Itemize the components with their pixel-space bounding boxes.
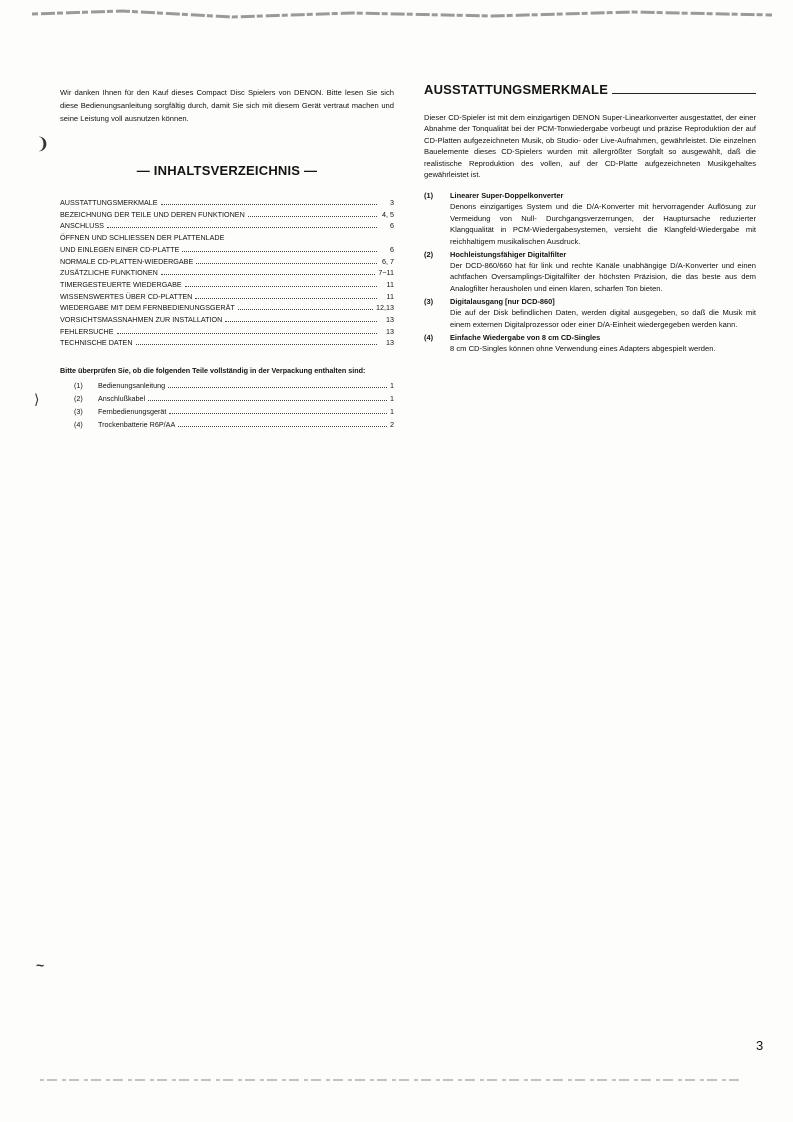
features-heading (424, 82, 756, 98)
feature-item: (3) Digitalausgang [nur DCD-860] Die auf der Disk befindlichen Daten, werden digital ausgegeben, so daß die Musik mit einem externen Digitalprozessor oder einer D/A-Einheit wiedergegeben werden kann. (424, 297, 756, 329)
page-number: 3 (756, 1038, 764, 1053)
package-item: (3) Fernbedienungsgerät 1 (74, 406, 394, 416)
toc-entry: UND EINLEGEN EINER CD-PLATTE 6 (60, 244, 394, 254)
feature-title: Hochleistungsfähiger Digitalfilter (450, 250, 567, 260)
toc-entry: WIEDERGABE MIT DEM FERNBEDIENUNGSGERÄT 12,13 (60, 303, 394, 313)
scan-edge-bottom (40, 1076, 740, 1084)
feature-item: (1) Linearer Super-Doppelkonverter Denons einzigartiges System und die D/A-Konverter mit hervorragender Auflösung zur Vermeidung von Null- Durchgangsverzerrungen, der Hauptursache reduzierter Klangqualität in PCM-Wiedergabesystemen, versieht die Klangfeld-Wiedergabe mit reichhaltigem musikalischen Ausdruck. (424, 191, 756, 246)
toc-entry: ZUSÄTZLICHE FUNKTIONEN 7~11 (60, 268, 394, 278)
package-item: (2) Anschlußkabel 1 (74, 393, 394, 403)
toc-entry: TIMERGESTEUERTE WIEDERGABE 11 (60, 279, 394, 289)
features-intro: Dieser CD-Spieler ist mit dem einzigartigen DENON Super-Linearkonverter ausgestattet, der einer Abnahme der Tonqualität bei der PCM-Tonwiedergabe vorbeugt und präzise Reproduktion der auf CD-Platten aufgezeichneten Musik, ob Studio- oder Live-Aufnahmen, gewährleistet. Die einzelnen Bauelemente dieses CD-Spielers wurden mit allergrößter Sorgfalt so ausgewählt, daß die realistische Reproduktion des vollen, auf der CD-Platte aufgezeichneten Musikgehaltes gewährleistet ist. (424, 113, 756, 180)
toc-entry: ÖFFNEN UND SCHLIESSEN DER PLATTENLADE (60, 233, 225, 243)
binding-mark: ⟩ (34, 391, 40, 407)
feature-item: (2) Hochleistungsfähiger Digitalfilter Der DCD-860/660 hat für link und rechte Kanäle unabhängige D/A-Konverter und einen achtfachen Oversamplings-Digitalfilter der höchsten Präzision, die das beste aus dem Analogfilter herausholen und einen klaren, scharfen Ton bieten. (424, 250, 756, 293)
intro-paragraph: Wir danken Ihnen für den Kauf dieses Compact Disc Spielers von DENON. Bitte lesen Sie sich diese Bedienungsanleitung sorgfältig durch, damit Sie sich mit diesem Gerät vertraut machen und seine Leistung voll ausnutzen können. (60, 88, 394, 123)
left-column (60, 86, 394, 431)
feature-text: 8 cm CD-Singles können ohne Verwendung eines Adapters abgespielt werden. (450, 344, 716, 354)
toc-entry: NORMALE CD-PLATTEN-WIEDERGABE 6, 7 (60, 256, 394, 266)
features-heading-text: AUSSTATTUNGSMERKMALE (424, 82, 609, 97)
toc-entry: FEHLERSUCHE 13 (60, 326, 394, 336)
package-contents-list (60, 380, 394, 431)
feature-title: Digitalausgang [nur DCD-860] (450, 297, 555, 307)
feature-text: Der DCD-860/660 hat für link und rechte Kanäle unabhängige D/A-Konverter und einen achtfachen Oversamplings-Digitalfilter der höchsten Präzision, die das beste aus dem Analogfilter herausholen und einen klaren, scharfen Ton bieten. (450, 261, 756, 293)
heading-rule (612, 93, 756, 94)
feature-item: (4) Einfache Wiedergabe von 8 cm CD-Singles 8 cm CD-Singles können ohne Verwendung eines Adapters abgespielt werden. (424, 332, 756, 354)
feature-title: Linearer Super-Doppelkonverter (450, 191, 564, 201)
toc-entry: VORSICHTSMASSNAHMEN ZUR INSTALLATION 13 (60, 315, 394, 325)
package-item: (1) Bedienungsanleitung 1 (74, 381, 394, 391)
toc-heading: — INHALTSVERZEICHNIS — (136, 163, 318, 178)
toc-entry: WISSENSWERTES ÜBER CD-PLATTEN 11 (60, 291, 394, 301)
scan-edge-top (32, 8, 772, 20)
feature-title: Einfache Wiedergabe von 8 cm CD-Singles (450, 333, 601, 343)
toc-entry: BEZEICHNUNG DER TEILE UND DEREN FUNKTIONEN 4, 5 (60, 209, 394, 219)
toc-entry: TECHNISCHE DATEN 13 (60, 338, 394, 348)
right-column (424, 82, 756, 357)
table-of-contents (60, 197, 394, 349)
feature-text: Denons einzigartiges System und die D/A-Konverter mit hervorragender Auflösung zur Vermeidung von Null- Durchgangsverzerrungen, der Hauptursache reduzierter Klangqualität in PCM-Wiedergabesystemen, versieht die Klangfeld-Wiedergabe mit reichhaltigem musikalischen Ausdruck. (450, 202, 756, 246)
package-item: (4) Trockenbatterie R6P/AA 2 (74, 419, 394, 429)
binding-mark: ~ (36, 957, 45, 973)
package-check-heading: Bitte überprüfen Sie, ob die folgenden Teile vollständig in der Verpackung enthalten sind: (60, 366, 366, 376)
features-list (424, 190, 756, 354)
binding-mark: ❩ (36, 136, 50, 153)
feature-text: Die auf der Disk befindlichen Daten, werden digital ausgegeben, so daß die Musik mit einem externen Digitalprozessor oder einer D/A-Einheit wiedergegeben werden kann. (450, 308, 756, 329)
toc-entry: ANSCHLUSS 6 (60, 221, 394, 231)
toc-entry: AUSSTATTUNGSMERKMALE 3 (60, 198, 394, 207)
